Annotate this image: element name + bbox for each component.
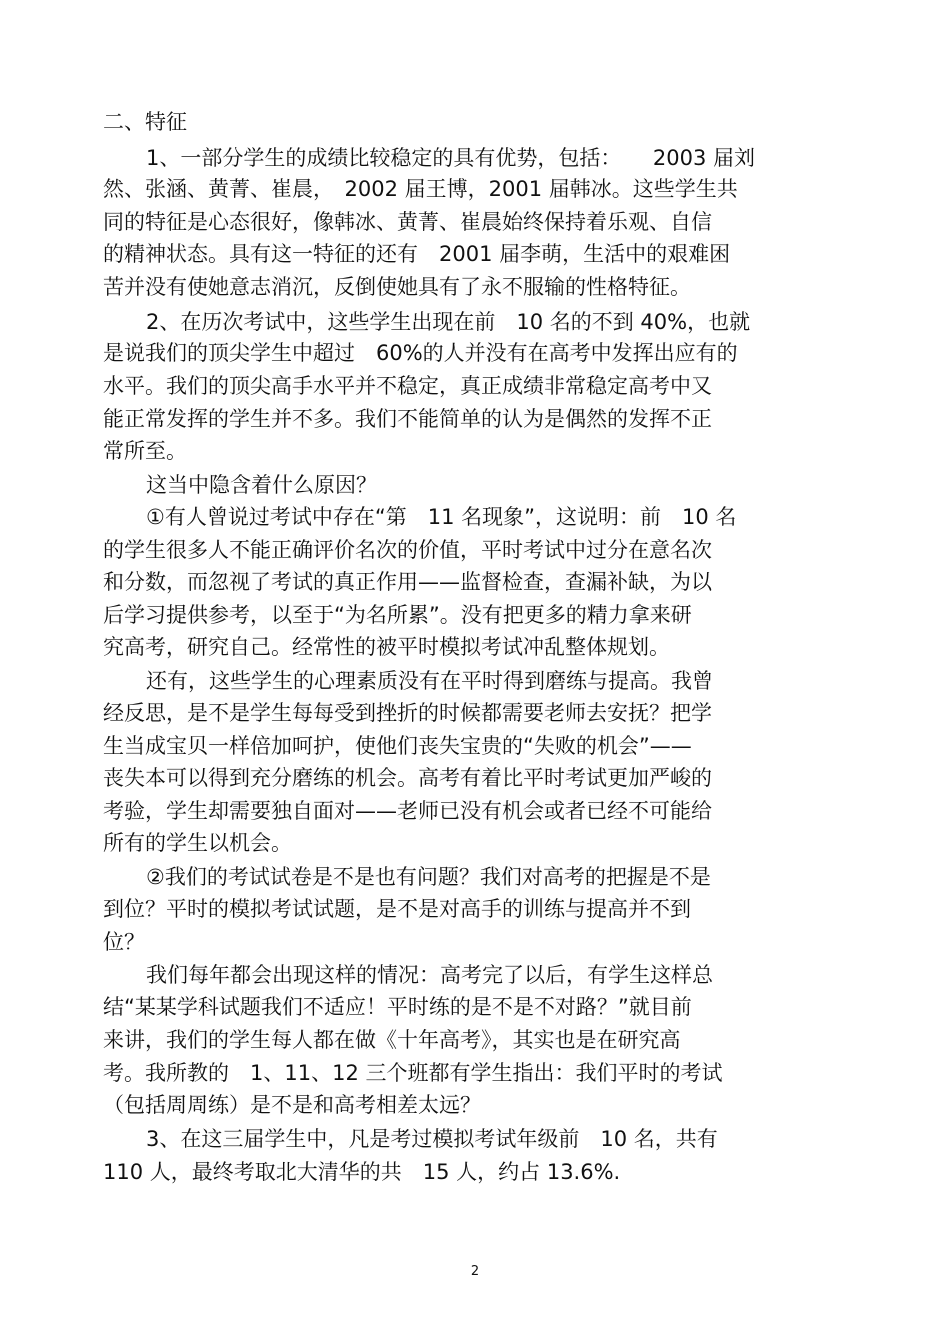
page-number: 2 <box>470 1264 480 1279</box>
text-line: 考验，学生却需要独自面对——老师已没有机会或者已经不可能给 <box>103 799 712 823</box>
text-line: 所有的学生以机会。 <box>103 831 292 855</box>
text-line: 结“某某学科试题我们不适应！平时练的是不是不对路？”就目前 <box>103 995 692 1019</box>
text-line: 来讲，我们的学生每人都在做《十年高考》，其实也是在研究高 <box>103 1028 681 1052</box>
text-line: 1、一部分学生的成绩比较稳定的具有优势，包括： 2003 届刘 <box>146 146 755 170</box>
text-line: 然、张涵、黄菁、崔晨， 2002 届王博，2001 届韩冰。这些学生共 <box>103 177 738 201</box>
text-line: 苦并没有使她意志消沉，反倒使她具有了永不服输的性格特征。 <box>103 275 691 299</box>
text-line: 生当成宝贝一样倍加呵护，使他们丧失宝贵的“失败的机会”—— <box>103 734 692 758</box>
text-line: ②我们的考试试卷是不是也有问题？我们对高考的把握是不是 <box>146 865 711 889</box>
text-line: 这当中隐含着什么原因？ <box>146 473 377 497</box>
text-line: 的学生很多人不能正确评价名次的价值，平时考试中过分在意名次 <box>103 538 712 562</box>
text-line: 我们每年都会出现这样的情况：高考完了以后，有学生这样总 <box>146 963 713 987</box>
text-line: 水平。我们的顶尖高手水平并不稳定，真正成绩非常稳定高考中又 <box>103 374 712 398</box>
text-line: 110 人，最终考取北大清华的共 15 人，约占 13.6%. <box>103 1160 621 1184</box>
text-line: 3、在这三届学生中，凡是考过模拟考试年级前 10 名，共有 <box>146 1127 718 1151</box>
text-line: 位？ <box>103 930 145 954</box>
text-line: 是说我们的顶尖学生中超过 60%的人并没有在高考中发挥出应有的 <box>103 341 738 365</box>
text-line: 考。我所教的 1、11、12 三个班都有学生指出：我们平时的考试 <box>103 1061 723 1085</box>
text-line: 常所至。 <box>103 439 187 463</box>
text-line: 的精神状态。具有这一特征的还有 2001 届李萌，生活中的艰难困 <box>103 242 731 266</box>
text-line: ①有人曾说过考试中存在“第 11 名现象”，这说明：前 10 名 <box>146 505 737 529</box>
text-line: 还有，这些学生的心理素质没有在平时得到磨练与提高。我曾 <box>146 669 713 693</box>
text-line: 后学习提供参考，以至于“为名所累”。没有把更多的精力拿来研 <box>103 603 692 627</box>
text-line: 丧失本可以得到充分磨练的机会。高考有着比平时考试更加严峻的 <box>103 766 712 790</box>
text-line: （包括周周练）是不是和高考相差太远？ <box>103 1093 481 1117</box>
text-line: 究高考，研究自己。经常性的被平时模拟考试冲乱整体规划。 <box>103 635 670 659</box>
text-line: 能正常发挥的学生并不多。我们不能简单的认为是偶然的发挥不正 <box>103 407 712 431</box>
text-line: 到位？平时的模拟考试试题，是不是对高手的训练与提高并不到 <box>103 897 691 921</box>
section-heading: 二、特征 <box>103 110 187 134</box>
text-line: 同的特征是心态很好，像韩冰、黄菁、崔晨始终保持着乐观、自信 <box>103 210 712 234</box>
text-line: 和分数，而忽视了考试的真正作用——监督检查，查漏补缺，为以 <box>103 570 712 594</box>
text-line: 2、在历次考试中，这些学生出现在前 10 名的不到 40%，也就 <box>146 310 751 334</box>
text-line: 经反思，是不是学生每每受到挫折的时候都需要老师去安抚？把学 <box>103 701 712 725</box>
